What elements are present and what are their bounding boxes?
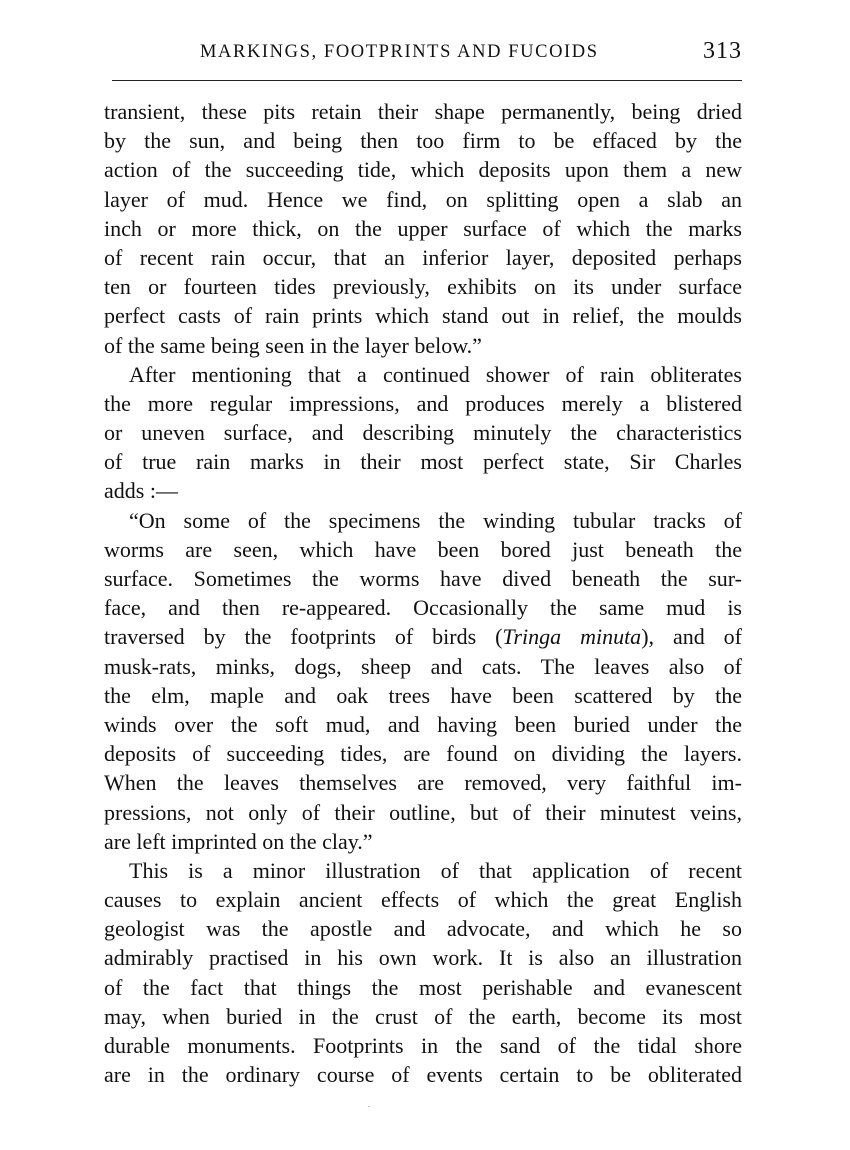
- text-line: may, when buried in the crust of the earth, become its most: [104, 1003, 742, 1029]
- text-line: winds over the soft mud, and having been buried under the: [104, 711, 742, 737]
- text-line: “On some of the specimens the winding tubular tracks of: [129, 507, 742, 533]
- text-line: the more regular impressions, and produces merely a blistered: [104, 390, 742, 416]
- species-name-italic: Tringa minuta: [502, 624, 642, 650]
- text-line: of the fact that things the most perishable and evanescent: [104, 974, 742, 1000]
- body-text: [104, 97, 742, 1089]
- text-line: surface. Sometimes the worms have dived beneath the sur-: [104, 566, 742, 591]
- text-line: adds :—: [104, 478, 178, 504]
- text-segment: traversed by the footprints of birds (: [104, 624, 503, 650]
- text-line: the elm, maple and oak trees have been scattered by the: [104, 682, 742, 708]
- text-line: geologist was the apostle and advocate, and which he so: [104, 916, 742, 942]
- text-line: perfect casts of rain prints which stand out in relief, the moulds: [104, 303, 742, 329]
- text-line: This is a minor illustration of that application of recent: [129, 857, 742, 883]
- text-line: deposits of succeeding tides, are found on dividing the layers.: [104, 741, 742, 767]
- text-line: When the leaves themselves are removed, very faithful im-: [104, 770, 742, 796]
- text-line: admirably practised in his own work. It is also an illustration: [104, 945, 742, 971]
- text-line: face, and then re-appeared. Occasionally the same mud is: [104, 595, 742, 621]
- text-line: of true rain marks in their most perfect state, Sir Charles: [104, 449, 742, 475]
- text-line: or uneven surface, and describing minutely the characteristics: [104, 420, 742, 446]
- running-title: MARKINGS, FOOTPRINTS AND FUCOIDS: [200, 42, 599, 62]
- text-line-with-italic: [104, 622, 742, 651]
- text-line: of recent rain occur, that an inferior layer, deposited perhaps: [104, 244, 742, 270]
- text-line: inch or more thick, on the upper surface of which the marks: [104, 215, 742, 241]
- text-line: layer of mud. Hence we find, on splitting open a slab an: [104, 186, 742, 212]
- page-number: 313: [703, 38, 742, 64]
- text-line: are in the ordinary course of events certain to be obliterated: [104, 1062, 742, 1088]
- text-line: by the sun, and being then too firm to be effaced by the: [104, 128, 742, 154]
- header-rule: [112, 80, 742, 81]
- text-line: After mentioning that a continued shower of rain obliterates: [129, 361, 742, 387]
- text-line: causes to explain ancient effects of which the great English: [104, 887, 742, 913]
- text-line: pressions, not only of their outline, but of their minutest veins,: [104, 799, 742, 825]
- text-line: of the same being seen in the layer below.”: [104, 332, 482, 358]
- text-line: action of the succeeding tide, which deposits upon them a new: [104, 157, 742, 183]
- paper-speck: [368, 1106, 370, 1107]
- running-head: [112, 38, 742, 68]
- text-segment: ), and of: [641, 624, 743, 650]
- text-line: are left imprinted on the clay.”: [104, 828, 373, 854]
- text-line: worms are seen, which have been bored just beneath the: [104, 536, 742, 562]
- text-line: ten or fourteen tides previously, exhibits on its under surface: [104, 274, 742, 300]
- text-line: durable monuments. Footprints in the sand of the tidal shore: [104, 1033, 742, 1058]
- text-line: musk-rats, minks, dogs, sheep and cats. The leaves also of: [104, 653, 742, 679]
- text-line: transient, these pits retain their shape permanently, being dried: [104, 99, 742, 124]
